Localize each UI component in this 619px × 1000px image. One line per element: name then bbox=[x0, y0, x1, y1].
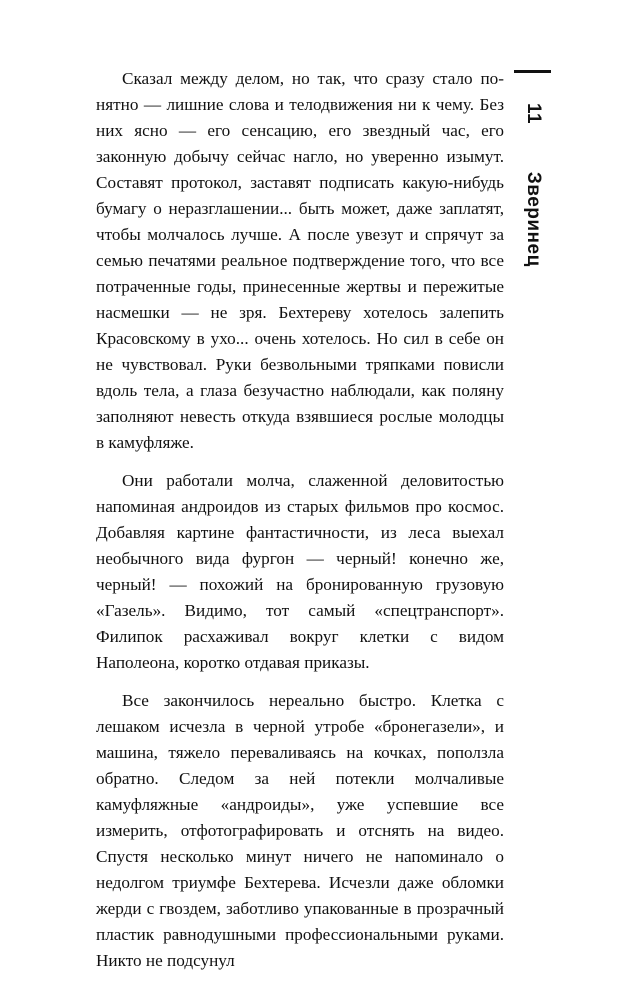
paragraph-1: Сказал между делом, но так, что сразу стало понятно — лишние слова и телодвижения ни к чему. Без них ясно — его сенсацию, его звездный час, его законную добычу сейчас нагло, но уверенно изымут. Составят протокол, заставят подписать какую-нибудь бумагу о неразглашении... быть может, даже заплатят, чтобы молчалось лучше. А после увезут и спрячут за семью печатями реальное подтверждение того, что все потраченные годы, принесенные жертвы и пережитые насмешки — не зря. Бехтереву хотелось залепить Красовскому в ухо... очень хотелось. Но сил в себе он не чувствовал. Руки безвольными тряпками повисли вдоль тела, а глаза безучастно наблюдали, как поляну заполняют невесть откуда взявшиеся рослые молодцы в камуфляже. bbox=[96, 69, 504, 452]
page-number: 11 bbox=[523, 103, 544, 125]
body-text bbox=[96, 66, 504, 974]
running-title: Зверинец bbox=[523, 171, 544, 267]
paragraph-2: Они работали молча, слаженной деловитостью напоминая андроидов из старых фильмов про космос. Добавляя картине фантастичности, из леса выехал необычного вида фургон — черный! конечно же, черный! — похожий на бронированную грузовую «Газель». Видимо, тот самый «спецтранспорт». Филипок расхаживал вокруг клетки с видом Наполеона, коротко отдавая приказы. bbox=[96, 471, 504, 672]
running-header-text bbox=[522, 103, 544, 267]
paragraph-3: Все закончилось нереально быстро. Клетка с лешаком исчезла в черной утробе «бронегазели», и машина, тяжело переваливаясь на кочках, поползла обратно. Следом за ней потекли молчаливые камуфляжные «андроиды», уже успевшие все измерить, отфотографировать и отснять на видео. Спустя несколько минут ничего не напоминало о недолгом триумфе Бехтерева. Исчезли даже обломки жерди с гвоздем, заботливо упакованные в прозрачный пластик равнодушными профессиональными руками. Никто не подсунул bbox=[96, 691, 504, 970]
header-rule bbox=[514, 70, 551, 73]
